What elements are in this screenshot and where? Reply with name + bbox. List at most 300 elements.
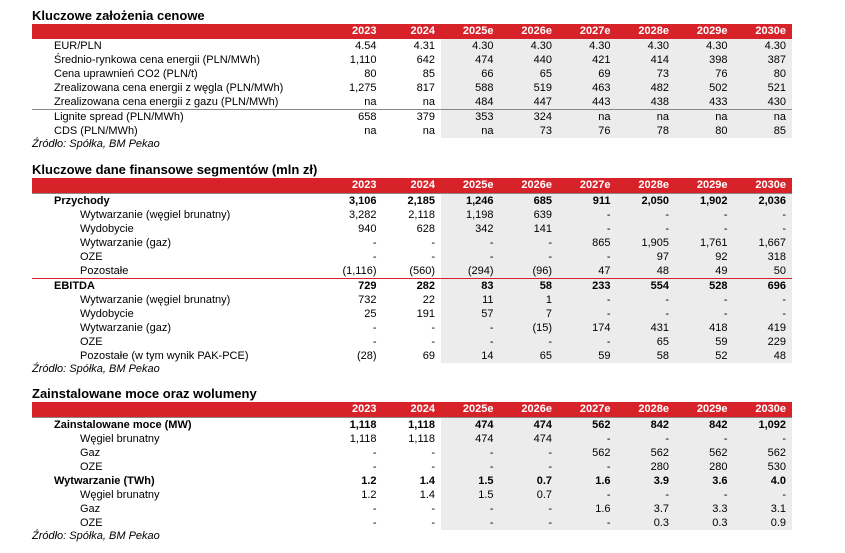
value-cell: - [734, 208, 793, 222]
value-cell: 57 [441, 307, 500, 321]
value-cell: - [500, 335, 559, 349]
value-cell: 280 [617, 460, 676, 474]
value-cell: 85 [422, 68, 435, 80]
value-cell: 4.30 [500, 39, 559, 53]
table-row [32, 446, 792, 460]
value-cell: 421 [558, 53, 617, 67]
value-cell: 1,761 [675, 236, 734, 250]
table-row [32, 418, 792, 433]
value-cell: - [558, 516, 617, 530]
row-label: Wytwarzanie (gaz) [80, 322, 171, 334]
section-title: Kluczowe dane finansowe segmentów (mln zł) [32, 162, 318, 177]
value-cell: - [431, 517, 435, 529]
table-body [32, 418, 792, 531]
value-cell: 353 [441, 110, 500, 125]
header-cell [32, 24, 324, 39]
value-cell: 59 [558, 349, 617, 363]
value-cell: 911 [558, 194, 617, 209]
value-cell: 1.6 [558, 502, 617, 516]
value-cell: - [617, 488, 676, 502]
value-cell: 78 [617, 124, 676, 138]
source-note: Źródło: Spółka, BM Pekao [32, 363, 160, 375]
value-cell: 4.30 [734, 39, 793, 53]
table-row [32, 264, 792, 279]
value-cell: 174 [558, 321, 617, 335]
value-cell: 0.7 [500, 488, 559, 502]
value-cell: 22 [422, 294, 435, 306]
value-cell: 1,275 [348, 82, 377, 94]
value-cell: 431 [617, 321, 676, 335]
header-cell: 2024 [383, 24, 442, 39]
value-cell: - [500, 516, 559, 530]
value-cell: 3.3 [675, 502, 734, 516]
row-label: OZE [80, 251, 103, 263]
value-cell: - [558, 307, 617, 321]
value-cell: - [372, 461, 377, 473]
value-cell: 588 [441, 81, 500, 95]
table-row [32, 236, 792, 250]
section-price-assumptions [32, 8, 792, 151]
section-title: Kluczowe założenia cenowe [32, 8, 205, 23]
value-cell: 502 [675, 81, 734, 95]
segment-financials-table [32, 178, 792, 363]
header-cell: 2023 [324, 402, 383, 418]
value-cell: 324 [500, 110, 559, 125]
value-cell: 73 [500, 124, 559, 138]
header-cell: 2027e [558, 178, 617, 194]
value-cell: 76 [675, 67, 734, 81]
value-cell: 85 [734, 124, 793, 138]
value-cell: 1,198 [441, 208, 500, 222]
value-cell: 474 [441, 53, 500, 67]
value-cell: 59 [675, 335, 734, 349]
row-label: Cena uprawnień CO2 (PLN/t) [54, 68, 198, 80]
value-cell: - [441, 516, 500, 530]
value-cell: 3.6 [675, 474, 734, 488]
row-label: Wydobycie [80, 223, 134, 235]
value-cell: 474 [441, 418, 500, 433]
value-cell: 1.4 [419, 475, 435, 487]
value-cell: na [422, 96, 435, 108]
header-cell: 2028e [617, 402, 676, 418]
table-row [32, 110, 792, 125]
value-cell: - [431, 336, 435, 348]
value-cell: - [372, 503, 377, 515]
value-cell: 628 [416, 223, 435, 235]
value-cell: 642 [416, 54, 435, 66]
value-cell: (15) [500, 321, 559, 335]
value-cell: - [441, 335, 500, 349]
value-cell: 65 [500, 349, 559, 363]
table-row [32, 321, 792, 335]
row-label: Zainstalowane moce (MW) [32, 418, 324, 433]
value-cell: (560) [409, 265, 435, 277]
value-cell: 530 [734, 460, 793, 474]
value-cell: 474 [500, 432, 559, 446]
value-cell: 1.6 [558, 474, 617, 488]
value-cell: (1,116) [342, 265, 377, 277]
header-cell: 2028e [617, 178, 676, 194]
table-row [32, 502, 792, 516]
value-cell: 438 [617, 95, 676, 110]
value-cell: - [558, 222, 617, 236]
value-cell: 4.54 [355, 40, 377, 52]
value-cell: - [441, 250, 500, 264]
table-row [32, 349, 792, 363]
source-note: Źródło: Spółka, BM Pekao [32, 530, 160, 542]
value-cell: 2,050 [617, 194, 676, 209]
value-cell: 0.3 [675, 516, 734, 530]
value-cell: 141 [500, 222, 559, 236]
value-cell: na [558, 110, 617, 125]
value-cell: 562 [617, 446, 676, 460]
value-cell: 282 [383, 279, 442, 294]
value-cell: - [558, 432, 617, 446]
table-body [32, 194, 792, 364]
value-cell: 58 [617, 349, 676, 363]
row-label: Gaz [80, 447, 101, 459]
value-cell: 65 [500, 67, 559, 81]
value-cell: 80 [364, 68, 377, 80]
value-cell: 83 [441, 279, 500, 294]
row-label: OZE [80, 336, 103, 348]
header-cell: 2030e [734, 24, 793, 39]
table-row [32, 250, 792, 264]
row-label: Zrealizowana cena energii z węgla (PLN/MWh) [54, 82, 284, 94]
value-cell: 1.2 [361, 489, 377, 501]
value-cell: - [734, 293, 793, 307]
value-cell: 842 [675, 418, 734, 433]
value-cell: 66 [441, 67, 500, 81]
value-cell: 4.30 [558, 39, 617, 53]
value-cell: 49 [675, 264, 734, 279]
table-row [32, 81, 792, 95]
row-label: Wytwarzanie (węgiel brunatny) [80, 294, 231, 306]
value-cell: - [675, 222, 734, 236]
header-cell: 2030e [734, 402, 793, 418]
row-label: EBITDA [32, 279, 324, 294]
header-cell: 2030e [734, 178, 793, 194]
value-cell: 50 [734, 264, 793, 279]
value-cell: 3.9 [617, 474, 676, 488]
table-body [32, 39, 792, 138]
value-cell: - [431, 503, 435, 515]
value-cell: - [372, 447, 377, 459]
value-cell: 1,118 [349, 433, 377, 445]
value-cell: 4.0 [734, 474, 793, 488]
row-label: Przychody [32, 194, 324, 209]
value-cell: 3.1 [734, 502, 793, 516]
value-cell: 73 [617, 67, 676, 81]
row-label: Zrealizowana cena energii z gazu (PLN/MWh) [54, 96, 279, 108]
value-cell: 65 [617, 335, 676, 349]
value-cell: - [734, 488, 793, 502]
value-cell: - [500, 446, 559, 460]
table-row [32, 194, 792, 209]
value-cell: 474 [441, 432, 500, 446]
value-cell: na [617, 110, 676, 125]
header-cell: 2025e [441, 178, 500, 194]
value-cell: 1.4 [419, 489, 435, 501]
row-label: EUR/PLN [54, 40, 102, 52]
header-cell: 2029e [675, 24, 734, 39]
table-row [32, 53, 792, 67]
value-cell: 0.3 [617, 516, 676, 530]
value-cell: - [617, 307, 676, 321]
value-cell: - [372, 517, 377, 529]
value-cell: 440 [500, 53, 559, 67]
value-cell: 521 [734, 81, 793, 95]
value-cell: 48 [734, 349, 793, 363]
row-label: Wytwarzanie (węgiel brunatny) [80, 209, 231, 221]
value-cell: 443 [558, 95, 617, 110]
value-cell: 4.30 [617, 39, 676, 53]
row-label: Wytwarzanie (TWh) [54, 475, 155, 487]
value-cell: 1,905 [617, 236, 676, 250]
value-cell: 463 [558, 81, 617, 95]
value-cell: - [617, 222, 676, 236]
header-cell: 2026e [500, 402, 559, 418]
row-label: Wytwarzanie (gaz) [80, 237, 171, 249]
value-cell: (28) [356, 350, 377, 362]
value-cell: - [431, 322, 435, 334]
value-cell: 48 [617, 264, 676, 279]
value-cell: 76 [558, 124, 617, 138]
header-cell: 2025e [441, 24, 500, 39]
table-header-row [32, 402, 792, 418]
value-cell: 69 [558, 67, 617, 81]
value-cell: 528 [675, 279, 734, 294]
value-cell: 342 [441, 222, 500, 236]
value-cell: 562 [675, 446, 734, 460]
value-cell: 732 [358, 294, 377, 306]
table-row [32, 307, 792, 321]
value-cell: na [441, 124, 500, 138]
value-cell: 0.9 [734, 516, 793, 530]
value-cell: 639 [500, 208, 559, 222]
value-cell: 191 [416, 308, 435, 320]
value-cell: 1,118 [408, 433, 435, 445]
row-label: OZE [80, 461, 103, 473]
value-cell: - [675, 307, 734, 321]
value-cell: 419 [734, 321, 793, 335]
value-cell: - [675, 208, 734, 222]
value-cell: - [675, 488, 734, 502]
table-row [32, 335, 792, 349]
value-cell: 3.7 [617, 502, 676, 516]
value-cell: 418 [675, 321, 734, 335]
value-cell: - [372, 237, 377, 249]
value-cell: - [617, 208, 676, 222]
value-cell: 4.30 [675, 39, 734, 53]
table-row [32, 279, 792, 294]
value-cell: 562 [558, 418, 617, 433]
value-cell: 554 [617, 279, 676, 294]
value-cell: 47 [558, 264, 617, 279]
source-note: Źródło: Spółka, BM Pekao [32, 138, 160, 150]
value-cell: 685 [500, 194, 559, 209]
value-cell: 4.30 [441, 39, 500, 53]
table-row [32, 124, 792, 138]
value-cell: - [558, 250, 617, 264]
value-cell: na [675, 110, 734, 125]
value-cell: - [431, 447, 435, 459]
table-row [32, 474, 792, 488]
value-cell: - [372, 251, 377, 263]
value-cell: 7 [500, 307, 559, 321]
value-cell: 3,106 [324, 194, 383, 209]
value-cell: - [734, 307, 793, 321]
value-cell: 2,118 [408, 209, 435, 221]
value-cell: 80 [734, 67, 793, 81]
value-cell: 280 [675, 460, 734, 474]
value-cell: - [617, 432, 676, 446]
row-label: Wydobycie [80, 308, 134, 320]
value-cell: 92 [675, 250, 734, 264]
value-cell: 387 [734, 53, 793, 67]
value-cell: (294) [441, 264, 500, 279]
value-cell: - [734, 222, 793, 236]
header-cell: 2024 [383, 178, 442, 194]
row-label: Pozostałe [80, 265, 129, 277]
value-cell: na [422, 125, 435, 137]
table-row [32, 39, 792, 53]
table-header-row [32, 24, 792, 39]
value-cell: 414 [617, 53, 676, 67]
value-cell: 52 [675, 349, 734, 363]
table-row [32, 208, 792, 222]
value-cell: - [441, 502, 500, 516]
value-cell: 865 [558, 236, 617, 250]
section-title: Zainstalowane moce oraz wolumeny [32, 386, 257, 401]
value-cell: 318 [734, 250, 793, 264]
value-cell: - [372, 322, 377, 334]
capacity-volumes-table [32, 402, 792, 530]
table-row [32, 293, 792, 307]
table-row [32, 516, 792, 530]
value-cell: 97 [617, 250, 676, 264]
value-cell: 729 [324, 279, 383, 294]
value-cell: 1,902 [675, 194, 734, 209]
header-cell: 2023 [324, 24, 383, 39]
value-cell: - [734, 432, 793, 446]
value-cell: 447 [500, 95, 559, 110]
value-cell: 1,246 [441, 194, 500, 209]
value-cell: 80 [675, 124, 734, 138]
value-cell: 379 [383, 110, 442, 125]
row-label: Lignite spread (PLN/MWh) [32, 110, 324, 125]
value-cell: - [500, 502, 559, 516]
header-cell: 2028e [617, 24, 676, 39]
value-cell: 233 [558, 279, 617, 294]
value-cell: - [558, 460, 617, 474]
value-cell: 474 [500, 418, 559, 433]
value-cell: 25 [364, 308, 377, 320]
table-row [32, 460, 792, 474]
value-cell: - [441, 236, 500, 250]
value-cell: 433 [675, 95, 734, 110]
value-cell: 1.2 [361, 475, 377, 487]
value-cell: 2,185 [383, 194, 442, 209]
value-cell: 1.5 [441, 488, 500, 502]
value-cell: 0.7 [500, 474, 559, 488]
value-cell: 562 [558, 446, 617, 460]
value-cell: - [431, 237, 435, 249]
value-cell: 11 [441, 293, 500, 307]
header-cell: 2026e [500, 24, 559, 39]
value-cell: 69 [422, 350, 435, 362]
value-cell: - [558, 293, 617, 307]
value-cell: 1,110 [349, 54, 377, 66]
table-row [32, 488, 792, 502]
value-cell: 1,118 [324, 418, 383, 433]
value-cell: 2,036 [734, 194, 793, 209]
header-cell [32, 402, 324, 418]
row-label: Węgiel brunatny [80, 489, 160, 501]
section-segment-financials [32, 162, 792, 376]
value-cell: 484 [441, 95, 500, 110]
value-cell: 1.5 [441, 474, 500, 488]
value-cell: - [372, 336, 377, 348]
value-cell: 696 [734, 279, 793, 294]
value-cell: na [734, 110, 793, 125]
value-cell: 940 [358, 223, 377, 235]
value-cell: - [441, 321, 500, 335]
value-cell: - [441, 460, 500, 474]
value-cell: 398 [675, 53, 734, 67]
header-cell: 2026e [500, 178, 559, 194]
value-cell: - [558, 488, 617, 502]
value-cell: 1,118 [383, 418, 442, 433]
row-label: Pozostałe (w tym wynik PAK-PCE) [80, 350, 249, 362]
value-cell: na [364, 125, 377, 137]
value-cell: - [431, 461, 435, 473]
header-cell: 2023 [324, 178, 383, 194]
header-cell: 2029e [675, 402, 734, 418]
value-cell: 58 [500, 279, 559, 294]
row-label: OZE [80, 517, 103, 529]
table-row [32, 432, 792, 446]
value-cell: - [617, 293, 676, 307]
value-cell: 229 [734, 335, 793, 349]
row-label: CDS (PLN/MWh) [54, 125, 138, 137]
value-cell: 817 [416, 82, 435, 94]
value-cell: - [431, 251, 435, 263]
header-cell: 2029e [675, 178, 734, 194]
header-cell: 2025e [441, 402, 500, 418]
header-cell: 2027e [558, 24, 617, 39]
price-assumptions-table [32, 24, 792, 138]
section-capacity-volumes [32, 386, 792, 543]
value-cell: - [441, 446, 500, 460]
value-cell: 562 [734, 446, 793, 460]
value-cell: - [500, 250, 559, 264]
value-cell: 430 [734, 95, 793, 110]
table-row [32, 67, 792, 81]
value-cell: 482 [617, 81, 676, 95]
value-cell: - [500, 460, 559, 474]
row-label: Węgiel brunatny [80, 433, 160, 445]
table-row [32, 95, 792, 110]
value-cell: - [558, 208, 617, 222]
row-label: Gaz [80, 503, 101, 515]
header-cell [32, 178, 324, 194]
value-cell: (96) [500, 264, 559, 279]
value-cell: 4.31 [413, 40, 435, 52]
table-header-row [32, 178, 792, 194]
value-cell: 658 [324, 110, 383, 125]
table-row [32, 222, 792, 236]
